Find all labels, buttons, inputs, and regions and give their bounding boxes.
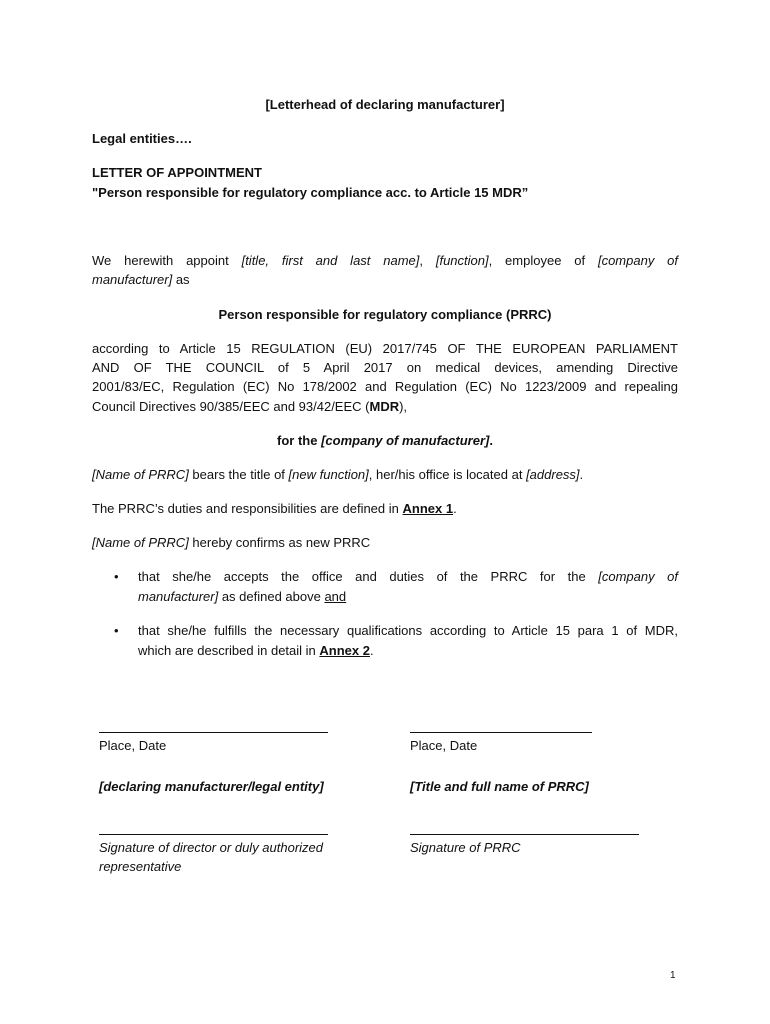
left-signature-line (99, 834, 328, 835)
right-place-date-label: Place, Date (410, 738, 478, 753)
bullet-1-line-1: that she/he accepts the office and duties of the PRRC for the [company of (138, 569, 678, 584)
left-signature-label-2: representative (99, 859, 182, 874)
appoint-line-2: manufacturer] as (92, 272, 190, 287)
for-company: for the [company of manufacturer]. (277, 433, 493, 448)
duties-line: The PRRC’s duties and responsibilities are defined in Annex 1. (92, 501, 457, 516)
left-entity-label: [declaring manufacturer/legal entity] (99, 779, 324, 794)
prrc-heading: Person responsible for regulatory compliance (PRRC) (218, 307, 552, 322)
bullet-1-line-2: manufacturer] as defined above and (138, 589, 347, 604)
right-signature-label: Signature of PRRC (410, 840, 521, 855)
bullet-2-line-1: that she/he fulfills the necessary qualifications according to Article 15 para 1 of MDR, (138, 623, 678, 638)
bullet-2-line-2: which are described in detail in Annex 2. (138, 643, 374, 658)
confirms-line: [Name of PRRC] hereby confirms as new PRRC (92, 535, 371, 550)
name-title-line: [Name of PRRC] bears the title of [new function], her/his office is located at [address]. (92, 467, 584, 482)
right-signature-line (410, 834, 639, 835)
according-line-4: Council Directives 90/385/EEC and 93/42/EEC (MDR), (92, 399, 408, 414)
left-place-date-label: Place, Date (99, 738, 167, 753)
bullet-1-marker: • (114, 569, 119, 584)
annex-1-ref: Annex 1 (402, 501, 454, 516)
left-place-line (99, 732, 328, 733)
annex-2-ref: Annex 2 (319, 643, 370, 658)
right-entity-label: [Title and full name of PRRC] (410, 779, 589, 794)
letter-title: LETTER OF APPOINTMENT (92, 165, 262, 180)
according-line-1: according to Article 15 REGULATION (EU) 2017/745 OF THE EUROPEAN PARLIAMENT (92, 341, 678, 356)
left-signature-label-1: Signature of director or duly authorized (99, 840, 324, 855)
letter-subtitle: "Person responsible for regulatory compliance acc. to Article 15 MDR” (92, 185, 529, 200)
page-number: 1 (670, 970, 676, 981)
according-line-3: 2001/83/EC, Regulation (EC) No 178/2002 and Regulation (EC) No 1223/2009 and repealing (92, 379, 678, 394)
bullet-2-marker: • (114, 623, 119, 638)
right-place-line (410, 732, 592, 733)
appoint-line-1: We herewith appoint [title, first and last name], [function], employee of [company of (92, 253, 678, 268)
letterhead: [Letterhead of declaring manufacturer] (265, 97, 505, 112)
legal-entities: Legal entities…. (92, 131, 192, 146)
according-line-2: AND OF THE COUNCIL of 5 April 2017 on medical devices, amending Directive (92, 360, 678, 375)
